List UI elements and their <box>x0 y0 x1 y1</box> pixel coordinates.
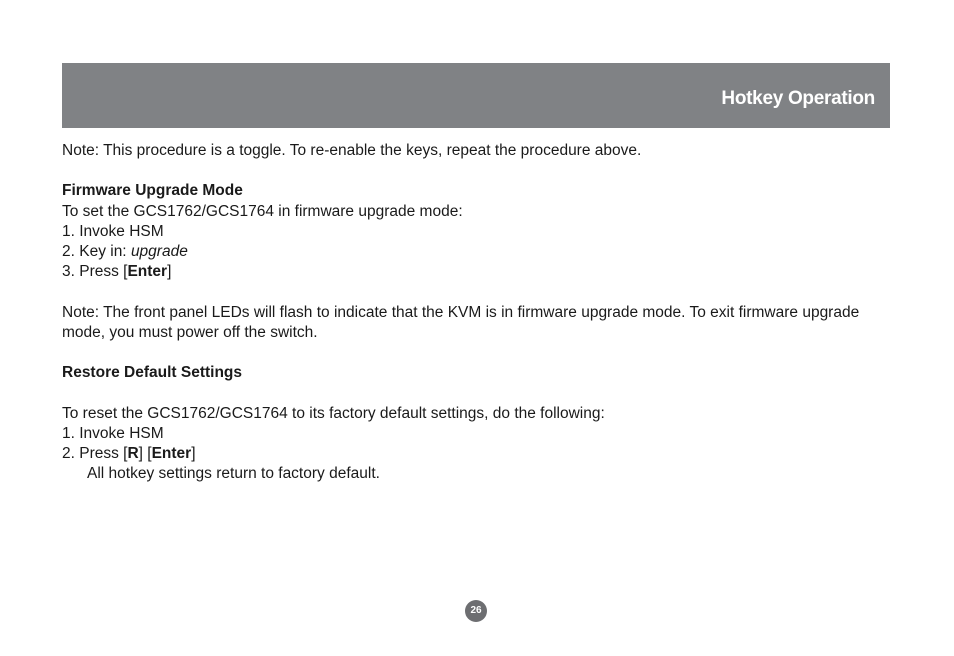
restore-step-1: 1. Invoke HSM <box>62 424 164 442</box>
restore-step-2-key-enter: Enter <box>151 444 192 462</box>
firmware-step-2-value: upgrade <box>130 243 188 260</box>
restore-intro: To reset the GCS1762/GCS1764 to its factory default settings, do the following: <box>62 404 605 422</box>
restore-step-2-mid: ] [ <box>138 444 152 462</box>
restore-result: All hotkey settings return to factory default. <box>87 465 380 483</box>
restore-step-2-key-r: R <box>127 444 139 462</box>
toggle-note: Note: This procedure is a toggle. To re-enable the keys, repeat the procedure above. <box>62 142 642 159</box>
firmware-heading: Firmware Upgrade Mode <box>62 182 243 200</box>
firmware-step-3-suffix: ] <box>167 263 172 281</box>
restore-step-2-suffix: ] <box>191 444 196 462</box>
restore-heading: Restore Default Settings <box>62 364 243 382</box>
document-body <box>62 141 882 484</box>
firmware-step-2-prefix: 2. Key in: <box>62 243 131 260</box>
firmware-intro: To set the GCS1762/GCS1764 in firmware upgrade mode: <box>62 202 463 220</box>
restore-step-2 <box>62 444 882 464</box>
restore-step-2-prefix: 2. Press [ <box>62 444 128 462</box>
firmware-step-3-key: Enter <box>127 263 168 281</box>
firmware-step-3-prefix: 3. Press [ <box>62 263 128 281</box>
page-number-badge: 26 <box>465 600 487 622</box>
page-title: Hotkey Operation <box>721 88 875 109</box>
firmware-step-2 <box>62 242 882 262</box>
led-note: Note: The front panel LEDs will flash to indicate that the KVM is in firmware upgrade mode. To exit firmware upgrade mode, you must power off the switch. <box>62 303 860 341</box>
firmware-step-1: 1. Invoke HSM <box>62 222 164 240</box>
header-bar <box>62 63 890 128</box>
firmware-step-3 <box>62 262 882 282</box>
